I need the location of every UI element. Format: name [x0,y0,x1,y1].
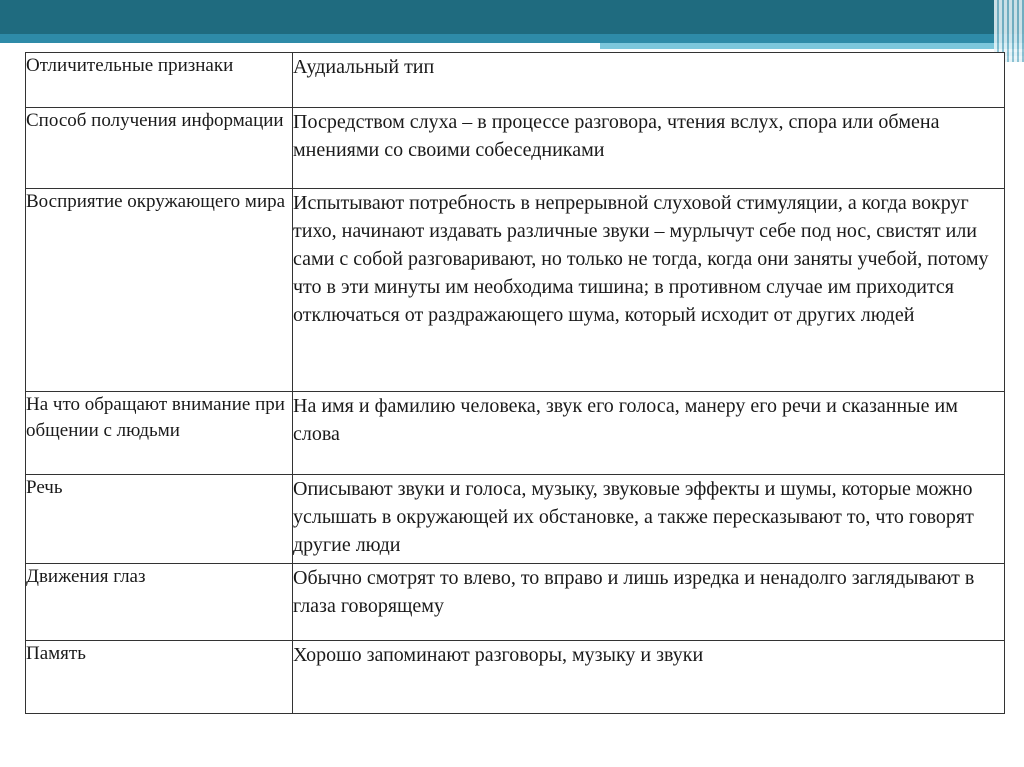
table-row [26,475,1005,564]
row-value-cell: Хорошо запоминают разговоры, музыку и звуки [293,641,1005,714]
row-value-cell: Посредством слуха – в процессе разговора, чтения вслух, спора или обмена мнениями со своими собеседниками [293,108,1005,189]
row-label-cell: Память [26,641,293,714]
header-stripe [600,43,1024,49]
row-value-cell: Испытывают потребность в непрерывной слуховой стимуляции, а когда вокруг тихо, начинают издавать различные звуки – мурлычут себе под нос, свистят или сами с собой разговаривают, но только не тогда, когда они заняты учебой, потому что в эти минуты им необходима тишина; в противном случае им приходится отключаться от раздражающего шума, который исходит от других людей [293,189,1005,392]
row-label-cell: На что обращают внимание при общении с людьми [26,392,293,475]
header-label-cell: Отличительные признаки [26,53,293,108]
table-row [26,108,1005,189]
row-label-cell: Способ получения информации [26,108,293,189]
row-value-cell: Обычно смотрят то влево, то вправо и лишь изредка и ненадолго заглядывают в глаза говорящему [293,564,1005,641]
table-row [26,189,1005,392]
header-band-accent [0,34,1024,43]
row-label-cell: Восприятие окружающего мира [26,189,293,392]
header-band [0,0,1024,34]
row-label-cell: Речь [26,475,293,564]
row-label-cell: Движения глаз [26,564,293,641]
row-value-cell: Описывают звуки и голоса, музыку, звуковые эффекты и шумы, которые можно услышать в окружающей их обстановке, а также пересказывают то, что говорят другие люди [293,475,1005,564]
table-row [26,564,1005,641]
table-row [26,641,1005,714]
table-row [26,392,1005,475]
table-header-row [26,53,1005,108]
comparison-table [25,52,1005,714]
row-value-cell: На имя и фамилию человека, звук его голоса, манеру его речи и сказанные им слова [293,392,1005,475]
header-value-cell: Аудиальный тип [293,53,1005,108]
